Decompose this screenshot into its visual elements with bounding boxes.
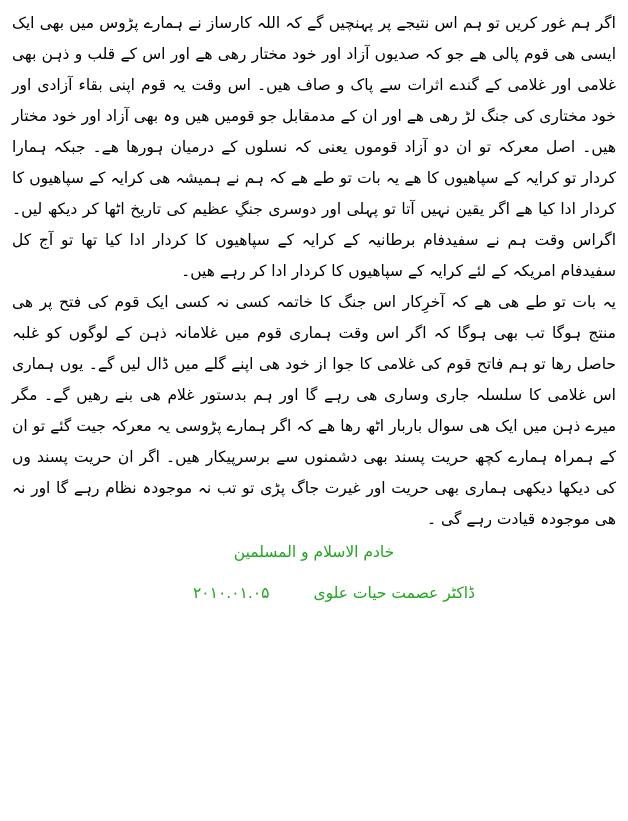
- signature-line: [12, 578, 616, 609]
- signature-date: ۲۰۱۰.۰۱.۰۵: [192, 584, 270, 602]
- signature-title: خادم الاسلام و المسلمین: [233, 543, 395, 561]
- signature-author: ڈاکٹر عصمت حیات علوی: [313, 584, 476, 602]
- paragraph-2: یہ بات تو طے ھی ھے کہ آخرِکار اس جنگ کا خاتمہ کسی نہ کسی ایک قوم کی فتح پر ھی منتج ہوگا تب بھی ہوگا کہ اگر اس وقت ہماری قوم میں غلامانہ ذہن کے لوگوں کو غلبہ حاصل رھا تو ہم فاتح قوم کی غلامی کا جوا از خود ھی اپنے گلے میں ڈال لیں گے۔ یوں ہماری اس غلامی کا سلسلہ جاری وساری ھی رہے گا اور ہم بدستور غلام ھی بنے رھیں گے۔ مگر میرے ذہن میں ایک ھی سوال باربار اٹھ رھا ھے کہ اگر ہمارے پڑوسی یہ معرکہ جیت گئے تو ان کے ہمراہ ہمارے کچھ حریت پسند بھی دشمنوں سے برسرپیکار ھیں۔ اگر ان حریت پسند وں کی دیکھا دیکھی ہماری بھی حریت اور غیرت جاگ پڑی تو تب نہ موجودہ نظام رہے گا اور نہ ھی موجودہ قیادت رہے گی ۔: [12, 293, 616, 528]
- paragraph-1: اگر ہم غور کریں تو ہم اس نتیجے پر پہنچیں گے کہ اللہ کارساز نے ہمارے پڑوس میں بھی ایک ایسی ھی قوم پالی ھے جو کہ صدیوں آزاد اور خود مختار رھی ھے اور اس کے قلب و ذہن بھی غلامی اور غلامی کے گندے اثرات سے پاک و صاف ھیں۔ اس وقت یہ قوم اپنی بقاء آزادی اور خود مختاری کی جنگ لڑ رھی ھے اور ان کے مدمقابل جو قومیں ھیں وہ بھی آزاد اور خود مختار ھیں۔ اصل معرکہ تو ان دو آزاد قوموں یعنی کہ نسلوں کے درمیان ہورھا ھے۔ جبکہ ہمارا کردار تو کرایہ کے سپاھیوں کا ھے یہ بات تو طے ھے کہ ہم نے ہمیشہ ھی کرایہ کے سپاھیوں کا کردار ادا کیا ھے اگر یقین نہیں آتا تو پہلی اور دوسری جنگِ عظیم کی تاریخ اٹھا کر دیکھ لیں۔ اگراس وقت ہم نے سفیدفام برطانیہ کے کرایہ کے سپاھیوں کا کردار ادا کیا تھا تو آج کل سفیدفام امریکہ کے لئے کرایہ کے سپاھیوں کا کردار ادا کر رہے ھیں۔: [12, 14, 616, 280]
